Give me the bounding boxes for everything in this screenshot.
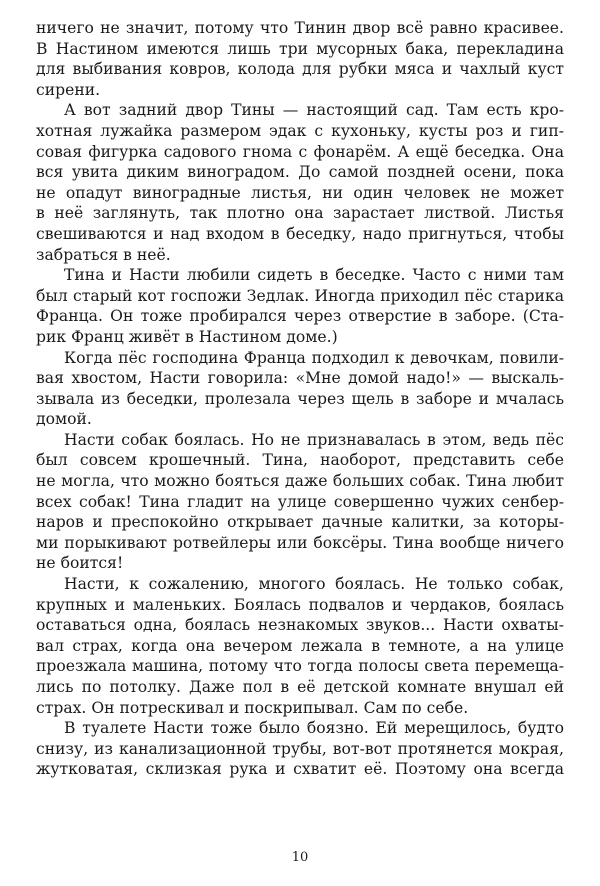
text-line: вал страх, когда она вечером лежала в темноте, а на улице [36, 636, 564, 655]
text-line: в неё заглянуть, так плотно она зарастает листвой. Листья [36, 204, 564, 223]
text-line: домой. [36, 410, 92, 429]
text-line: всех собак! Тина гладит на улице совершенно чужих сенбер- [36, 492, 564, 511]
paragraph [36, 430, 564, 574]
text-line: хотная лужайка размером эдак с кухоньку, кусты роз и гип- [36, 121, 564, 140]
text-line: не боится! [36, 554, 124, 573]
text-line: забраться в неё. [36, 245, 171, 264]
text-line: совая фигурка садового гнома с фонарём. А ещё беседка. Она [36, 142, 564, 161]
text-line: вся увита диким виноградом. До самой поздней осени, пока [36, 163, 564, 182]
text-line: страх. Он потрескивал и поскрипывал. Сам по себе. [36, 698, 469, 717]
text-line: вая хвостом, Насти говорила: «Мне домой надо!» — выскаль- [36, 369, 564, 388]
paragraph [36, 265, 564, 347]
text-line: для выбивания ковров, колода для рубки мяса и чахлый куст [36, 60, 564, 79]
text-line: был старый кот госпожи Зедлак. Иногда приходил пёс старика [36, 286, 564, 305]
text-line: не опадут виноградные листья, ни один человек не может [36, 183, 564, 202]
text-line: наров и преспокойно открывает дачные калитки, за которы- [36, 513, 564, 532]
paragraph [36, 18, 564, 100]
text-line: ничего не значит, потому что Тинин двор всё равно красивее. [36, 19, 564, 37]
text-line: Когда пёс господина Франца подходил к девочкам, повили- [64, 348, 564, 367]
text-line: оставаться одна, боялась незнакомых звуков... Насти охваты- [36, 616, 564, 635]
paragraph [36, 100, 564, 265]
text-line: Франца. Он тоже пробирался через отверстие в заборе. (Ста- [36, 307, 564, 326]
text-line: ми порыкивают ротвейлеры или боксёры. Тина вообще ничего [36, 533, 564, 552]
text-line: А вот задний двор Тины — настоящий сад. Там есть кро- [64, 101, 564, 120]
paragraph [36, 718, 564, 780]
paragraph [36, 348, 564, 430]
text-line: В Настином имеются лишь три мусорных бака, перекладина [36, 39, 564, 58]
text-line: лись по потолку. Даже пол в её детской комнате внушал ей [36, 678, 564, 696]
text-line: Насти, к сожалению, многого боялась. Не только собак, [64, 575, 564, 594]
text-line: был совсем крошечный. Тина, наоборот, представить себе [36, 451, 564, 470]
text-line: рик Франц живёт в Настином доме.) [36, 327, 338, 346]
text-line: сирени. [36, 80, 101, 99]
text-line: жутковатая, склизкая рука и схватит её. Поэтому она всегда [36, 760, 564, 779]
text-line: проезжала машина, потому что тогда полосы света перемеща- [36, 657, 564, 676]
text-line: снизу, из канализационной трубы, вот-вот протянется мокрая, [36, 739, 564, 758]
text-line: крупных и маленьких. Боялась подвалов и чердаков, боялась [36, 595, 564, 614]
text-line: зывала из беседки, пролезала через щель в заборе и мчалась [36, 389, 564, 408]
page-body [36, 18, 564, 780]
text-line: Насти собак боялась. Но не признавалась в этом, ведь пёс [64, 430, 564, 449]
text-line: В туалете Насти тоже было боязно. Ей мерещилось, будто [64, 719, 564, 738]
text-line: Тина и Насти любили сидеть в беседке. Часто с ними там [64, 266, 564, 285]
page-number: 10 [291, 850, 309, 865]
text-line: не могла, что можно бояться даже больших собак. Тина любит [36, 472, 564, 491]
text-line: свешиваются и над входом в беседку, надо пригнуться, чтобы [36, 224, 564, 243]
paragraph [36, 574, 564, 718]
